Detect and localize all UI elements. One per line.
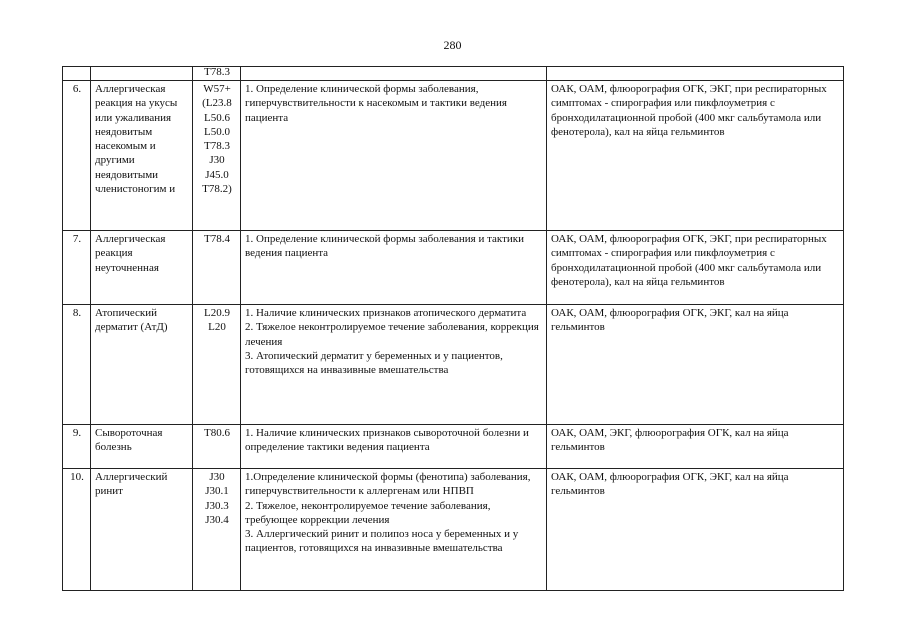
icd-code: L20 (208, 321, 226, 334)
row-number (63, 67, 91, 81)
icd-code: J30.4 (205, 513, 229, 526)
icd-code: J30.1 (205, 485, 229, 498)
row-number: 6. (63, 81, 91, 231)
required-examinations: ОАК, ОАМ, ЭКГ, флюорография ОГК, кал на яйца гельминтов (547, 425, 844, 469)
icd-code: L50.6 (204, 111, 230, 124)
icd-codes (193, 81, 241, 231)
disease-name (91, 67, 193, 81)
table-row (63, 231, 844, 305)
icd-code: J30 (209, 154, 225, 167)
icd-codes (193, 231, 241, 305)
referral-criteria (241, 67, 547, 81)
icd-code: L50.0 (204, 125, 230, 138)
disease-name: Аллергическая реакция неуточненная (91, 231, 193, 305)
icd-code: J30.3 (205, 499, 229, 512)
referral-table (62, 66, 844, 591)
icd-code: T78.2) (202, 183, 232, 196)
row-number: 8. (63, 305, 91, 425)
icd-codes (193, 305, 241, 425)
referral-criteria (241, 469, 547, 591)
icd-codes (193, 469, 241, 591)
icd-code: T78.3 (204, 140, 230, 153)
table-row (63, 425, 844, 469)
icd-code: J30 (209, 471, 225, 483)
required-examinations: ОАК, ОАМ, флюорография ОГК, ЭКГ, кал на яйца гельминтов (547, 305, 844, 425)
required-examinations: ОАК, ОАМ, флюорография ОГК, ЭКГ, при респираторных симптомах - спирография или пикфлоуметрия с бронходилатационной пробой (400 мкг сальбутамола или фенотерола), кал на яйца гельминтов (547, 231, 844, 305)
table-row (63, 81, 844, 231)
criteria-item: 1.Определение клинической формы (фенотипа) заболевания, гиперчувствительности к аллергенам или НПВП (245, 471, 531, 498)
icd-codes (193, 425, 241, 469)
icd-code: (L23.8 (202, 97, 232, 110)
referral-criteria: 1. Наличие клинических признаков сывороточной болезни и определение тактики ведения пациента (241, 425, 547, 469)
criteria-item: 3. Аллергический ринит и полипоз носа у беременных и у пациентов, готовящихся на инвазивные вмешательства (245, 528, 519, 555)
referral-criteria: 1. Определение клинической формы заболевания, гиперчувствительности к насекомым и тактики ведения пациента (241, 81, 547, 231)
referral-criteria (241, 305, 547, 425)
table-row (63, 469, 844, 591)
icd-code: W57+ (203, 83, 231, 95)
criteria-item: 1. Наличие клинических признаков атопического дерматита (245, 307, 527, 319)
icd-code: T80.6 (204, 427, 230, 439)
page-number: 280 (443, 38, 462, 52)
icd-code: J45.0 (205, 168, 229, 181)
icd-code: L20.9 (204, 307, 230, 319)
criteria-item: 2. Тяжелое неконтролируемое течение заболевания, коррекция лечения (245, 321, 539, 348)
icd-codes (193, 67, 241, 81)
required-examinations: ОАК, ОАМ, флюорография ОГК, ЭКГ, кал на яйца гельминтов (547, 469, 844, 591)
table-row (63, 305, 844, 425)
disease-name: Атопический дерматит (АтД) (91, 305, 193, 425)
criteria-item: 3. Атопический дерматит у беременных и у пациентов, готовящихся на инвазивные вмешательства (245, 349, 503, 377)
row-number: 7. (63, 231, 91, 305)
required-examinations: ОАК, ОАМ, флюорография ОГК, ЭКГ, при респираторных симптомах - спирография или пикфлоуметрия с бронходилатационной пробой (400 мкг сальбутамола или фенотерола), кал на яйца гельминтов (547, 81, 844, 231)
disease-name: Аллергическая реакция на укусы или ужаливания неядовитым насекомым и другими неядовитыми членистоногим и (91, 81, 193, 231)
table-row (63, 67, 844, 81)
icd-code: T78.4 (204, 233, 230, 245)
required-examinations (547, 67, 844, 81)
criteria-item: 2. Тяжелое, неконтролируемое течение заболевания, требующее коррекции лечения (245, 499, 491, 526)
icd-code: T78.3 (204, 66, 230, 78)
disease-name: Сывороточная болезнь (91, 425, 193, 469)
referral-criteria: 1. Определение клинической формы заболевания и тактики ведения пациента (241, 231, 547, 305)
row-number: 10. (63, 469, 91, 591)
row-number: 9. (63, 425, 91, 469)
disease-name: Аллергический ринит (91, 469, 193, 591)
